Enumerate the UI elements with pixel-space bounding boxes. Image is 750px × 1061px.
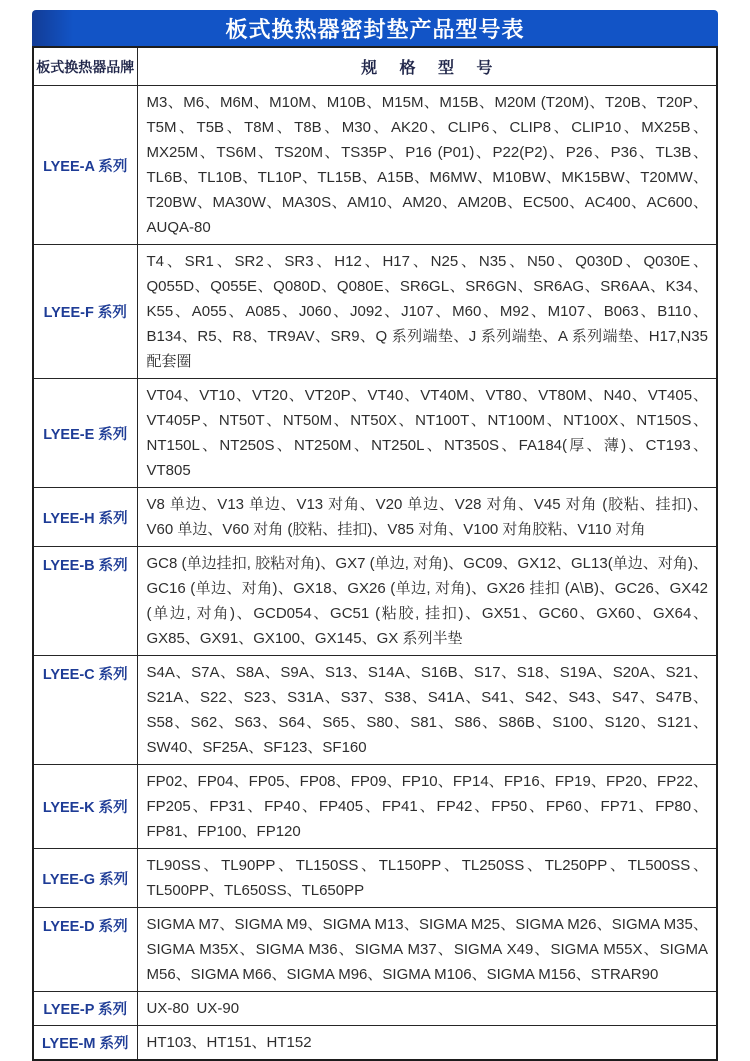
brand-cell: LYEE-G 系列 (33, 849, 137, 908)
title-bar (32, 10, 718, 46)
header-row (33, 47, 717, 86)
models-cell: S4A、S7A、S8A、S9A、S13、S14A、S16B、S17、S18、S19A、S20A、S21、S21A、S22、S23、S31A、S37、S38、S41A、S41、S42、S43、S47、S47B、S58、S62、S63、S64、S65、S80、S81、S86、S86B、S100、S120、S121、SW40、SF25A、SF123、SF160 (137, 656, 717, 765)
table-row (33, 908, 717, 992)
table-row (33, 379, 717, 488)
table-row (33, 656, 717, 765)
models-cell: VT04、VT10、VT20、VT20P、VT40、VT40M、VT80、VT80M、N40、VT405、VT405P、NT50T、NT50M、NT50X、NT100T、NT100M、NT100X、NT150S、NT150L、NT250S、NT250M、NT250L、NT350S、FA184(厚、薄)、CT193、VT805 (137, 379, 717, 488)
models-cell: M3、M6、M6M、M10M、M10B、M15M、M15B、M20M (T20M)、T20B、T20P、T5M、T5B、T8M、T8B、M30、AK20、CLIP6、CLIP8、CLIP10、MX25B、MX25M、TS6M、TS20M、TS35P、P16 (P01)、P22(P2)、P26、P36、TL3B、TL6B、TL10B、TL10P、TL15B、A15B、M6MW、M10BW、MK15BW、T20MW、T20BW、MA30W、MA30S、AM10、AM20、AM20B、EC500、AC400、AC600、AUQA-80 (137, 86, 717, 245)
brand-cell: LYEE-C 系列 (33, 656, 137, 765)
models-cell: UX-80 UX-90 (137, 992, 717, 1026)
brand-cell: LYEE-F 系列 (33, 245, 137, 379)
brand-cell: LYEE-P 系列 (33, 992, 137, 1026)
models-cell: TL90SS、TL90PP、TL150SS、TL150PP、TL250SS、TL250PP、TL500SS、TL500PP、TL650SS、TL650PP (137, 849, 717, 908)
brand-cell: LYEE-K 系列 (33, 765, 137, 849)
models-cell: GC8 (单边挂扣, 胶粘对角)、GX7 (单边, 对角)、GC09、GX12、GL13(单边、对角)、GC16 (单边、对角)、GX18、GX26 (单边, 对角)、GX26 挂扣 (A\B)、GC26、GX42 (单边, 对角)、GCD054、GC51 (粘胶, 挂扣)、GX51、GC60、GX60、GX64、GX85、GX91、GX100、GX145、GX 系列半垫 (137, 547, 717, 656)
brand-cell: LYEE-B 系列 (33, 547, 137, 656)
table-row (33, 849, 717, 908)
table-row (33, 488, 717, 547)
table-row (33, 992, 717, 1026)
table-row (33, 765, 717, 849)
brand-column-header: 板式换热器品牌 (33, 47, 137, 86)
models-cell: HT103、HT151、HT152 (137, 1026, 717, 1061)
spec-column-header: 规 格 型 号 (137, 47, 717, 86)
product-model-table (32, 46, 718, 1061)
table-row (33, 1026, 717, 1061)
table-row (33, 86, 717, 245)
brand-cell: LYEE-H 系列 (33, 488, 137, 547)
page-title: 板式换热器密封垫产品型号表 (225, 16, 525, 42)
models-cell: SIGMA M7、SIGMA M9、SIGMA M13、SIGMA M25、SIGMA M26、SIGMA M35、SIGMA M35X、SIGMA M36、SIGMA M37、SIGMA X49、SIGMA M55X、SIGMA M56、SIGMA M66、SIGMA M96、SIGMA M106、SIGMA M156、STRAR90 (137, 908, 717, 992)
brand-cell: LYEE-D 系列 (33, 908, 137, 992)
brand-cell: LYEE-A 系列 (33, 86, 137, 245)
models-cell: T4、SR1、SR2、SR3、H12、H17、N25、N35、N50、Q030D、Q030E、Q055D、Q055E、Q080D、Q080E、SR6GL、SR6GN、SR6AG、SR6AA、K34、K55、A055、A085、J060、J092、J107、M60、M92、M107、B063、B110、B134、R5、R8、TR9AV、SR9、Q 系列端垫、J 系列端垫、A 系列端垫、H17,N35 配套圈 (137, 245, 717, 379)
table-row (33, 547, 717, 656)
table-row (33, 245, 717, 379)
models-cell: FP02、FP04、FP05、FP08、FP09、FP10、FP14、FP16、FP19、FP20、FP22、FP205、FP31、FP40、FP405、FP41、FP42、FP50、FP60、FP71、FP80、FP81、FP100、FP120 (137, 765, 717, 849)
models-cell: V8 单边、V13 单边、V13 对角、V20 单边、V28 对角、V45 对角 (胶粘、挂扣)、V60 单边、V60 对角 (胶粘、挂扣)、V85 对角、V100 对角胶粘、V110 对角 (137, 488, 717, 547)
brand-cell: LYEE-M 系列 (33, 1026, 137, 1061)
brand-cell: LYEE-E 系列 (33, 379, 137, 488)
